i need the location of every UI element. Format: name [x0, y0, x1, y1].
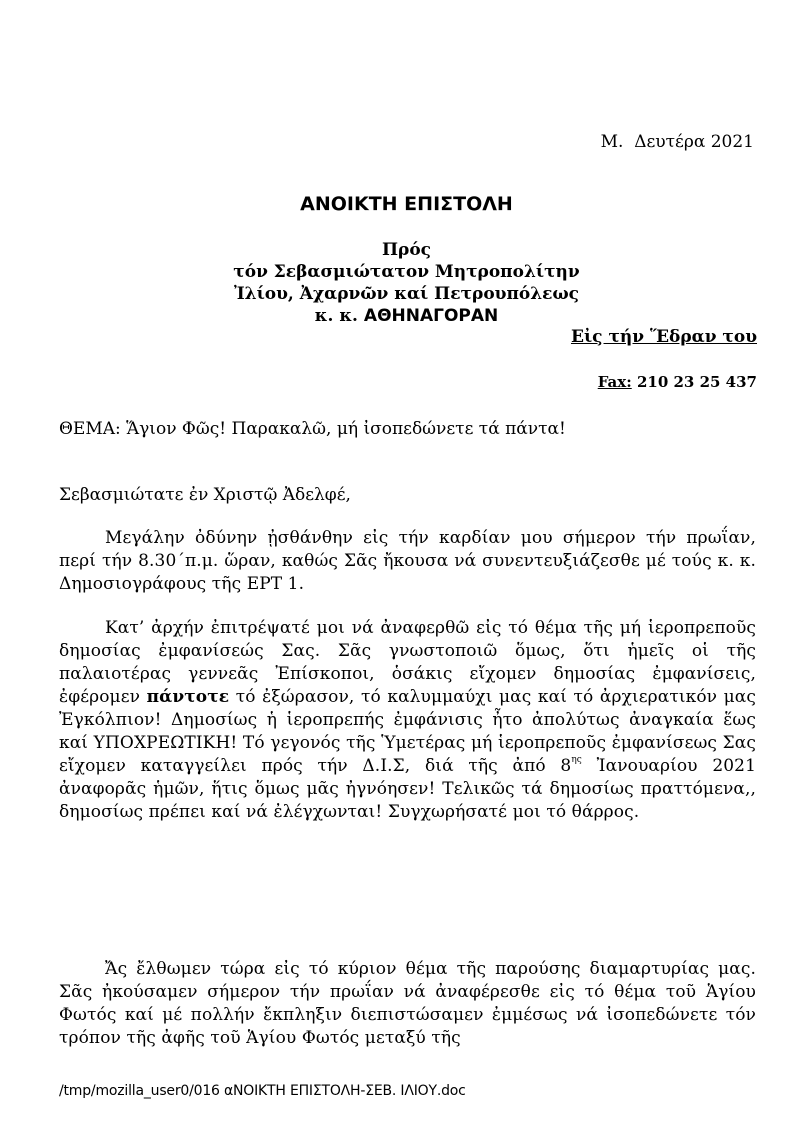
letter-subject: ΘΕΜΑ: Ἅγιον Φῶς! Παρακαλῶ, μή ἰσοπεδώνετε τά πάντα! [59, 419, 566, 439]
paragraph-2-text-c: Ἰανουαρίου 2021 ἀναφορᾶς ἡμῶν, ἥτις ὅμως μᾶς ἠγνόησεν! Τελικῶς τά δημοσίως πραττόμενα,, δημοσίως πρέπει καί νά ἐλέγχωνται! Συγχωρήσατέ μοι τό θάρρος. [59, 756, 756, 822]
fax-label: Fax: [597, 373, 632, 391]
recipient-line-to: Πρός [381, 240, 432, 260]
body-paragraph-2 [59, 617, 756, 824]
document-title: ΑΝΟΙΚΤΗ ΕΠΙΣΤΟΛΗ [300, 193, 513, 215]
body-paragraph-3: Ἄς ἔλθωμεν τώρα εἰς τό κύριον θέμα τῆς παρούσης διαμαρτυρίας μας. Σᾶς ἠκούσαμεν σήμερον τήν πρωΐαν νά ἀναφέρεσθε εἰς τό θέμα τοῦ Ἁγίου Φωτός καί μέ πολλήν ἔκπληξιν διεπιστώσαμεν ἐμμέσως νά ἰσοπεδώνετε τόν τρόπον τῆς ἀφῆς τοῦ Ἁγίου Φωτός μεταξύ τῆς [59, 959, 756, 1048]
recipient-block [0, 239, 793, 327]
paragraph-2-emphasis: πάντοτε [146, 687, 230, 707]
recipient-seat: Εἰς τήν Ἕδραν του [570, 327, 757, 347]
body-paragraph-1: Μεγάλην ὀδύνην ᾐσθάνθην εἰς τήν καρδίαν μου σήμερον τήν πρωΐαν, περί τήν 8.30΄π.μ. ὥραν, καθώς Σᾶς ἤκουσα νά συνεντευξιάζεσθε μέ τούς κ. κ. Δημοσιογράφους τῆς ΕΡΤ 1. [59, 528, 756, 594]
recipient-honorific: κ. κ. [314, 306, 364, 326]
recipient-name: ΑΘΗΝΑΓΟΡΑΝ [363, 306, 499, 326]
paragraph-2-text-a: Κατ’ ἀρχήν ἐπιτρέψατέ μοι νά ἀναφερθῶ εἰς τό θέμα τῆς μή ἱεροπρεποῦς δημοσίας ἐμφανίσεώς Σας. Σᾶς γνωστοποιῶ ὅμως, ὅτι ἡμεῖς οἱ τῆς παλαιοτέρας γεννεᾶς Ἐπίσκοποι, ὁσάκις εἴχομεν δημοσίας ἐμφανίσεις, ἐφέρομεν [59, 618, 756, 707]
recipient-line-title: τόν Σεβασμιώτατον Μητροπολίτην [233, 262, 580, 282]
letter-date: Μ. Δευτέρα 2021 [600, 132, 754, 152]
fax-number: 210 23 25 437 [631, 373, 757, 391]
letter-greeting: Σεβασμιώτατε ἐν Χριστῷ Ἀδελφέ, [59, 485, 351, 505]
fax-line [598, 373, 757, 391]
paragraph-2-text-b: τό ἐξώρασον, τό καλυμμαύχι μας καί τό ἀρχιερατικόν μας Ἐγκόλπιον! Δημοσίως ἡ ἱεροπρεπής ἐμφάνισις ἦτο ἀπολύτως ἀναγκαία ἕως καί ΥΠΟΧΡΕΩΤΙΚΗ! Τό γεγονός τῆς Ὑμετέρας μή ἱεροπρεποῦς ἐμφανίσεως Σας εἴχομεν καταγγείλει πρός τήν Δ.Ι.Σ, διά τῆς ἀπό 8 [59, 687, 756, 776]
recipient-line-name [0, 305, 793, 327]
recipient-line-diocese: Ἰλίου, Ἀχαρνῶν καί Πετρουπόλεως [233, 284, 580, 304]
ordinal-superscript: ης [571, 755, 582, 766]
footer-file-path: /tmp/mozilla_user0/016 αΝΟΙΚΤΗ ΕΠΙΣΤΟΛΗ-ΣΕΒ. ΙΛΙΟΥ.doc [59, 1083, 466, 1099]
